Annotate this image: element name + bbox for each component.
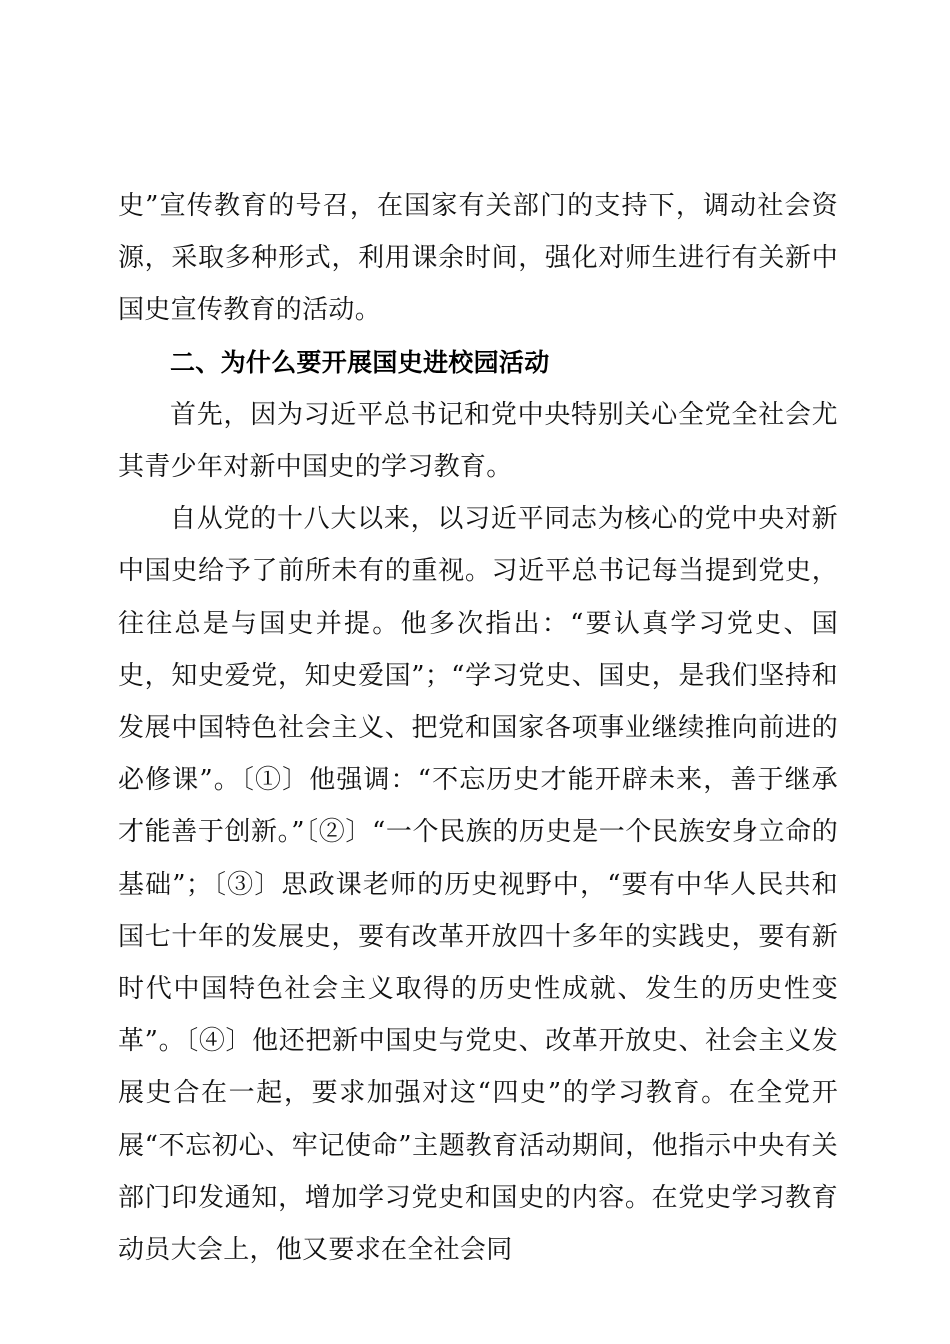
section-heading: 二、为什么要开展国史进校园活动 — [170, 347, 550, 377]
paragraph-continued: 史”宣传教育的号召，在国家有关部门的支持下，调动社会资源，采取多种形式，利用课余时间，强化对师生进行有关新中国史宣传教育的活动。 — [118, 191, 838, 326]
paragraph-first-reason: 首先，因为习近平总书记和党中央特别关心全党全社会尤其青少年对新中国史的学习教育。 — [118, 399, 838, 483]
paragraph-body: 自从党的十八大以来，以习近平同志为核心的党中央对新中国史给予了前所未有的重视。习近平总书记每当提到党史，往往总是与国史并提。他多次指出：“要认真学习党史、国史，知史爱党，知史爱国”；“学习党史、国史，是我们坚持和发展中国特色社会主义、把党和国家各项事业继续推向前进的必修课”。〔①〕他强调：“不忘历史才能开辟未来，善于继承才能善于创新。”〔②〕“一个民族的历史是一个民族安身立命的基础”；〔③〕思政课老师的历史视野中，“要有中华人民共和国七十年的发展史，要有改革开放四十多年的实践史，要有新时代中国特色社会主义取得的历史性成就、发生的历史性变革”。〔④〕他还把新中国史与党史、改革开放史、社会主义发展史合在一起，要求加强对这“四史”的学习教育。在全党开展“不忘初心、牢记使命”主题教育活动期间，他指示中央有关部门印发通知，增加学习党史和国史的内容。在党史学习教育动员大会上，他又要求在全社会同 — [118, 504, 838, 1266]
document-body — [118, 180, 838, 1276]
